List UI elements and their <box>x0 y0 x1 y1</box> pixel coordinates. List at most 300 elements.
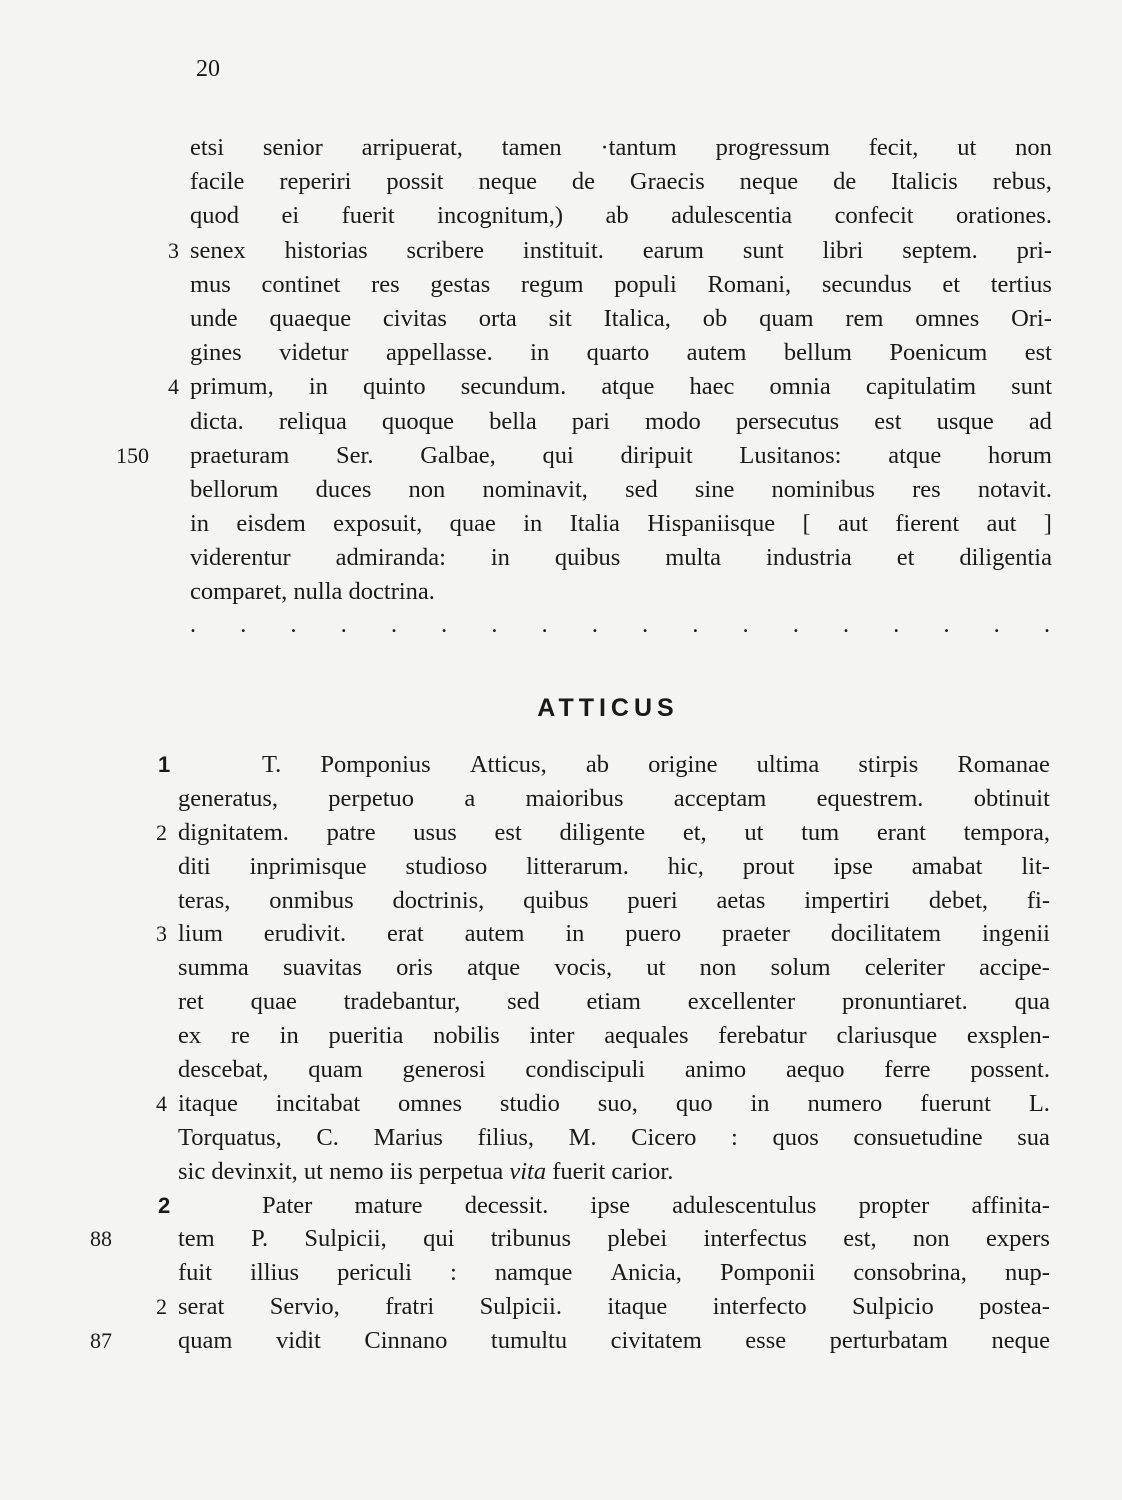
word: tribunus <box>490 1225 572 1253</box>
text-line <box>0 473 1122 507</box>
line-text <box>178 1019 1050 1053</box>
word: Pater <box>262 1191 313 1219</box>
word: industria <box>766 544 852 572</box>
word: serat <box>178 1293 225 1321</box>
word: plebei <box>607 1225 668 1253</box>
word: propter <box>858 1191 930 1219</box>
word: in <box>279 1022 299 1050</box>
word: res <box>912 475 941 503</box>
word: ipse <box>833 852 873 880</box>
text-line <box>0 884 1122 918</box>
line-text <box>190 507 1052 541</box>
word: Italica, <box>603 304 671 332</box>
word: tumultu <box>490 1327 568 1355</box>
word: sua <box>1017 1123 1050 1151</box>
word: aetas <box>716 886 766 914</box>
line-reference-number: 88 <box>90 1226 112 1252</box>
word: in <box>750 1089 770 1117</box>
word: studioso <box>405 852 488 880</box>
line-text <box>178 985 1050 1019</box>
word: haec <box>689 373 735 401</box>
word: perpetuo <box>328 784 415 812</box>
text-line <box>0 748 1122 782</box>
word: aut <box>838 510 868 538</box>
word: impertiri <box>804 886 891 914</box>
word: expers <box>985 1225 1050 1253</box>
word: autem <box>464 920 525 948</box>
word: ingenii <box>981 920 1050 948</box>
word: vidit <box>275 1327 321 1355</box>
word: obtinuit <box>973 784 1050 812</box>
word: fecit, <box>868 134 919 161</box>
section-number: 4 <box>156 1090 167 1116</box>
word: non <box>408 475 446 503</box>
word: reliqua <box>278 407 347 435</box>
line-text <box>190 234 1052 268</box>
italic-text: vita <box>509 1157 547 1185</box>
word: : <box>731 1123 738 1151</box>
word: bella <box>489 407 537 435</box>
word: appellasse. <box>385 339 493 367</box>
word: periculi <box>337 1259 412 1287</box>
word: filius, <box>477 1123 534 1151</box>
word: itaque <box>178 1089 238 1117</box>
line-text <box>262 1189 1050 1223</box>
text-segment: fuerit carior. <box>546 1157 674 1185</box>
line-text <box>178 816 1050 850</box>
word: teras, <box>178 886 231 914</box>
word: accipe- <box>979 954 1050 982</box>
word: doctrinis, <box>392 886 485 914</box>
word: generosi <box>402 1056 486 1084</box>
word: lit- <box>1021 852 1050 880</box>
word: Ori- <box>1011 304 1052 332</box>
word: qua <box>1014 988 1050 1016</box>
word: L. <box>1028 1089 1050 1117</box>
word: nup- <box>1004 1259 1050 1287</box>
word: est <box>874 407 902 435</box>
word: tem <box>178 1225 215 1253</box>
line-text <box>190 268 1052 302</box>
word: Hispaniisque <box>647 510 776 538</box>
word: fuit <box>178 1259 213 1287</box>
word: nominavit, <box>482 475 588 503</box>
word: usque <box>936 407 994 435</box>
word: orta <box>478 304 517 332</box>
word: neque <box>739 168 799 196</box>
word: rem <box>845 304 884 332</box>
line-text <box>178 1155 1050 1189</box>
word: quos <box>772 1123 819 1151</box>
word: Sulpicii, <box>304 1225 387 1253</box>
text-line <box>0 1222 1122 1256</box>
word: origine <box>648 751 718 778</box>
word: omnes <box>398 1089 463 1117</box>
text-line <box>0 1019 1122 1053</box>
word: nobilis <box>433 1022 500 1050</box>
word: celeriter <box>864 954 945 982</box>
word: vocis, <box>554 954 613 982</box>
word: generatus, <box>178 784 278 812</box>
word: C. <box>316 1123 339 1151</box>
word: Marius <box>373 1123 443 1151</box>
text-line <box>0 1053 1122 1087</box>
word: re <box>230 1022 250 1050</box>
word: excellenter <box>687 988 796 1016</box>
word: animo <box>684 1056 747 1084</box>
line-text <box>178 1087 1050 1121</box>
word: primum, <box>190 373 274 401</box>
word: libri <box>822 236 864 264</box>
word: pronuntiaret. <box>841 988 968 1016</box>
line-text <box>190 370 1052 404</box>
chapter-number: 1 <box>158 752 171 777</box>
word: bellum <box>783 339 852 367</box>
word: fuerit <box>341 202 395 230</box>
word: pri- <box>1016 236 1052 264</box>
word: etsi <box>190 134 225 161</box>
line-reference-number: 87 <box>90 1328 112 1354</box>
word: acceptam <box>673 784 767 812</box>
word: usus <box>413 818 457 846</box>
line-text <box>178 917 1050 951</box>
word: bellorum <box>190 475 279 503</box>
word: Romani, <box>707 270 792 298</box>
line-text <box>178 1053 1050 1087</box>
word: debet, <box>928 886 989 914</box>
word: atque <box>888 441 942 469</box>
word: mature <box>354 1191 423 1219</box>
word: admiranda: <box>335 544 446 572</box>
word: fuerunt <box>920 1089 991 1117</box>
word: modo <box>644 407 701 435</box>
word: tertius <box>990 270 1052 298</box>
word: prout <box>742 852 795 880</box>
word: res <box>371 270 400 298</box>
word: Anicia, <box>610 1259 682 1287</box>
word: diripuit <box>620 441 693 469</box>
word: ad <box>1028 407 1052 435</box>
word: litterarum. <box>526 852 629 880</box>
word: ut <box>957 134 977 161</box>
text-line <box>0 1155 1122 1189</box>
word: itaque <box>607 1293 668 1321</box>
line-text <box>178 1290 1050 1324</box>
word: esse <box>745 1327 787 1355</box>
word: non <box>1015 134 1052 161</box>
word: reperiri <box>279 168 352 196</box>
word: notavit. <box>977 475 1052 503</box>
word: dicta. <box>190 407 244 435</box>
word: affinita- <box>971 1191 1050 1219</box>
word: M. <box>568 1123 597 1151</box>
word: fierent <box>895 510 960 538</box>
word: quam <box>759 304 814 332</box>
word: consobrina, <box>853 1259 967 1287</box>
word: exposuit, <box>333 510 423 538</box>
word: tamen <box>501 134 562 161</box>
word: orationes. <box>956 202 1052 230</box>
text-line <box>0 234 1122 268</box>
word: Pomponii <box>719 1259 816 1287</box>
word: ultima <box>756 751 820 778</box>
line-text: comparet, nulla doctrina. <box>190 578 435 606</box>
word: interfectus <box>703 1225 807 1253</box>
word: de <box>833 168 857 196</box>
line-text <box>178 850 1050 884</box>
word: Torquatus, <box>178 1123 282 1151</box>
word: rebus, <box>992 168 1052 196</box>
word: : <box>450 1259 457 1287</box>
text-line <box>0 1189 1122 1223</box>
word: gestas <box>430 270 491 298</box>
word: quarto <box>586 339 650 367</box>
page-number: 20 <box>196 56 220 82</box>
word: secundus <box>821 270 912 298</box>
word: erant <box>876 818 926 846</box>
word: Cinnano <box>364 1327 448 1355</box>
word: instituit. <box>522 236 604 264</box>
word: erat <box>387 920 424 948</box>
text-line <box>0 268 1122 302</box>
word: praeter <box>721 920 790 948</box>
word: [ <box>802 510 811 538</box>
word: duces <box>315 475 372 503</box>
word: est, <box>843 1225 877 1253</box>
word: ut <box>744 818 764 846</box>
word: illius <box>250 1259 300 1287</box>
word: facile <box>190 168 245 196</box>
text-line <box>0 917 1122 951</box>
word: decessit. <box>464 1191 549 1219</box>
word: erudivit. <box>263 920 347 948</box>
text-line <box>0 951 1122 985</box>
word: suo, <box>597 1089 638 1117</box>
word: viderentur <box>190 544 291 572</box>
word: civitatem <box>610 1327 702 1355</box>
word: Italia <box>569 510 620 538</box>
line-text <box>190 473 1052 507</box>
word: quae <box>449 510 496 538</box>
word: Cicero <box>631 1123 697 1151</box>
word: exsplen- <box>966 1022 1050 1050</box>
word: ret <box>178 988 204 1016</box>
word: qui <box>423 1225 455 1253</box>
section-heading: ATTICUS <box>537 694 679 722</box>
word: aut <box>986 510 1017 538</box>
word: oris <box>396 954 433 982</box>
word: tum <box>801 818 840 846</box>
word: possent. <box>970 1056 1050 1084</box>
word: sunt <box>1011 373 1052 401</box>
word: onmibus <box>269 886 354 914</box>
word: equestrem. <box>816 784 924 812</box>
word: omnia <box>769 373 831 401</box>
word: ferre <box>884 1056 931 1084</box>
section-number: 2 <box>156 1294 167 1320</box>
text-line <box>0 575 1122 609</box>
word: pueritia <box>328 1022 404 1050</box>
line-text <box>178 1256 1050 1290</box>
word: diti <box>178 852 211 880</box>
line-text <box>178 951 1050 985</box>
word: sine <box>694 475 735 503</box>
section-number: 4 <box>168 374 179 400</box>
word: sunt <box>742 236 784 264</box>
word: Graecis <box>629 168 705 196</box>
text-line <box>0 336 1122 370</box>
word: quo <box>675 1089 713 1117</box>
word: autem <box>686 339 747 367</box>
word: in <box>190 510 210 538</box>
word: gines <box>190 339 242 367</box>
word: Ser. <box>336 441 374 469</box>
word: progressum <box>715 134 830 161</box>
ellipsis-line: . . . . . . . . . . . . . . . . . . <box>190 612 1052 638</box>
word: in <box>490 544 510 572</box>
word: perturbatam <box>829 1327 948 1355</box>
line-text <box>190 439 1052 473</box>
word: populi <box>614 270 677 298</box>
word: descebat, <box>178 1056 269 1084</box>
word: sed <box>507 988 540 1016</box>
word: docilitatem <box>830 920 942 948</box>
word: septem. <box>902 236 978 264</box>
line-text <box>190 336 1052 370</box>
line-text <box>178 782 1050 816</box>
word: quinto <box>363 373 426 401</box>
word: solum <box>770 954 831 982</box>
word: Atticus, <box>469 751 547 778</box>
section-number: 3 <box>168 237 179 263</box>
word: multa <box>665 544 722 572</box>
word: clariusque <box>836 1022 938 1050</box>
word: diligente <box>559 818 646 846</box>
word: Sulpicio <box>852 1293 934 1321</box>
line-text <box>178 884 1050 918</box>
word: inter <box>529 1022 575 1050</box>
word: historias <box>284 236 368 264</box>
word: Lusitanos: <box>739 441 842 469</box>
line-reference-number: 150 <box>116 442 149 468</box>
text-line <box>0 985 1122 1019</box>
word: puero <box>625 920 682 948</box>
word: unde <box>190 304 238 332</box>
word: diligentia <box>959 544 1052 572</box>
text-line <box>0 816 1122 850</box>
word: quam <box>308 1056 363 1084</box>
text-line <box>0 1087 1122 1121</box>
word: secundum. <box>460 373 567 401</box>
word: quae <box>250 988 297 1016</box>
word: pueri <box>627 886 678 914</box>
word: regum <box>520 270 584 298</box>
word: quibus <box>554 544 621 572</box>
text-line <box>0 1290 1122 1324</box>
word: patre <box>326 818 376 846</box>
word: interfecto <box>712 1293 807 1321</box>
word: condiscipuli <box>525 1056 646 1084</box>
word: fi- <box>1026 886 1050 914</box>
word: quibus <box>523 886 589 914</box>
word: namque <box>494 1259 573 1287</box>
word: in <box>530 339 550 367</box>
line-text <box>178 1121 1050 1155</box>
word: eisdem <box>236 510 306 538</box>
word: non <box>699 954 737 982</box>
word: in <box>565 920 585 948</box>
word: aequales <box>604 1022 689 1050</box>
word: mus <box>190 270 231 298</box>
line-text <box>190 405 1052 439</box>
word: Romanae <box>957 751 1050 778</box>
text-line <box>0 541 1122 575</box>
text-line <box>0 782 1122 816</box>
word: amabat <box>911 852 983 880</box>
text-line <box>0 131 1122 165</box>
text-line <box>0 370 1122 404</box>
word: et <box>942 270 961 298</box>
section-number: 2 <box>156 819 167 845</box>
word: earum <box>642 236 704 264</box>
word: hic, <box>667 852 704 880</box>
text-line <box>0 1256 1122 1290</box>
word: quoque <box>381 407 455 435</box>
word: ut <box>646 954 666 982</box>
text-segment: sic devinxit, ut nemo iis perpetua <box>178 1157 510 1185</box>
word: ·tantum <box>600 134 677 161</box>
text-line <box>0 199 1122 233</box>
line-text <box>190 302 1052 336</box>
word: inprimisque <box>249 852 367 880</box>
line-text <box>190 165 1052 199</box>
word: ipse <box>590 1191 630 1219</box>
word: praeturam <box>190 441 290 469</box>
word: scribere <box>406 236 485 264</box>
word: quam <box>178 1327 233 1355</box>
word: atque <box>467 954 521 982</box>
text-line <box>0 1121 1122 1155</box>
chapter-number: 2 <box>158 1192 171 1218</box>
word: aequo <box>785 1056 845 1084</box>
word: videtur <box>279 339 349 367</box>
text-line <box>0 439 1122 473</box>
word: postea- <box>979 1293 1050 1321</box>
word: T. <box>262 751 282 778</box>
word: in <box>308 373 328 401</box>
word: possit <box>386 168 444 196</box>
word: etiam <box>586 988 641 1016</box>
word: tradebantur, <box>343 988 461 1016</box>
word: senior <box>262 134 323 161</box>
word: ex <box>178 1022 202 1050</box>
word: numero <box>807 1089 883 1117</box>
word: suavitas <box>282 954 362 982</box>
word: capitulatim <box>865 373 977 401</box>
word: Poenicum <box>889 339 988 367</box>
section-number: 3 <box>156 921 167 947</box>
word: ab <box>585 751 609 778</box>
word: summa <box>178 954 249 982</box>
word: quaeque <box>269 304 352 332</box>
text-line <box>0 1324 1122 1358</box>
text-line <box>0 850 1122 884</box>
word: a <box>464 784 476 812</box>
word: et <box>896 544 915 572</box>
word: quod <box>190 202 239 230</box>
word: P. <box>251 1225 269 1253</box>
word: ] <box>1043 510 1052 538</box>
